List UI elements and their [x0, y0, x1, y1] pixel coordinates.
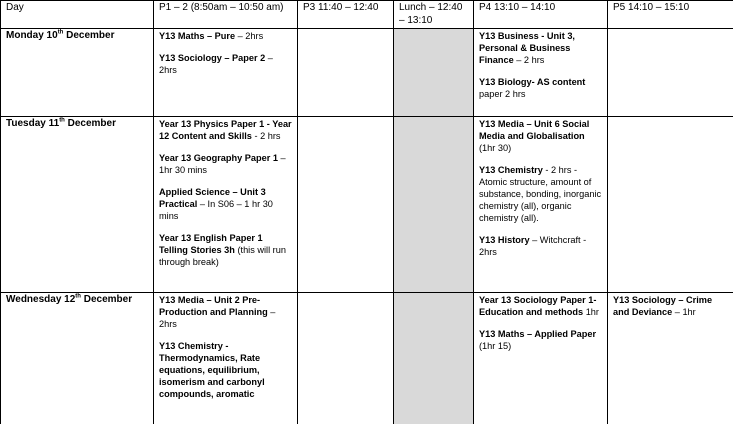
- exam-entry: [479, 30, 603, 66]
- exam-entry: [479, 294, 603, 318]
- p5-cell: [608, 293, 733, 424]
- p3-cell: [298, 117, 394, 293]
- p3-cell: [298, 293, 394, 424]
- exam-title: Year 13 English Paper 1 Telling Stories 3h: [159, 233, 263, 255]
- exam-detail: (1hr 15): [479, 341, 512, 351]
- p4-cell: [474, 29, 608, 117]
- header-p3: P3 11:40 – 12:40: [298, 1, 394, 29]
- day-cell: Tuesday 11th December: [1, 117, 154, 293]
- exam-entry: [159, 294, 293, 330]
- exam-entry: [159, 232, 293, 268]
- exam-entry: [159, 340, 293, 400]
- exam-detail: paper 2 hrs: [479, 89, 526, 99]
- day-cell: Wednesday 12th December: [1, 293, 154, 424]
- exam-entry: [613, 294, 729, 318]
- exam-title: Applied Science – Unit 3 Practical: [159, 187, 266, 209]
- exam-title: Y13 Chemistry - Thermodynamics, Rate equations, equilibrium, isomerism and carbonyl compounds, aromatic: [159, 341, 265, 399]
- exam-detail: - 2 hrs - Atomic structure, amount of substance, bonding, inorganic chemistry (all), organic chemistry (all).: [479, 165, 602, 223]
- exam-entry: [159, 118, 293, 142]
- header-p4: P4 13:10 – 14:10: [474, 1, 608, 29]
- p1-2-cell: [154, 29, 298, 117]
- p3-cell: [298, 29, 394, 117]
- exam-detail: (1hr 30): [479, 143, 512, 153]
- exam-title: Year 13 Physics Paper 1 - Year 12 Content and Skills: [159, 119, 292, 141]
- exam-detail: (this will run through break): [159, 245, 286, 267]
- table-row: [1, 293, 733, 424]
- exam-title: Year 13 Sociology Paper 1- Education and methods: [479, 295, 597, 317]
- day-cell: Monday 10th December: [1, 29, 154, 117]
- p4-cell: [474, 117, 608, 293]
- exam-detail: – 1hr 30 mins: [159, 153, 286, 175]
- header-lunch: Lunch – 12:40 – 13:10: [394, 1, 474, 29]
- header-p5: P5 14:10 – 15:10: [608, 1, 733, 29]
- p5-cell: [608, 29, 733, 117]
- exam-title: Year 13 Geography Paper 1: [159, 153, 278, 163]
- header-row: [1, 1, 733, 29]
- exam-entry: [159, 30, 293, 42]
- exam-title: Y13 History: [479, 235, 530, 245]
- exam-detail: 1hr: [583, 307, 599, 317]
- exam-detail: – In S06 – 1 hr 30 mins: [159, 199, 273, 221]
- exam-entry: [159, 52, 293, 76]
- exam-entry: [159, 186, 293, 222]
- exam-entry: [479, 234, 603, 258]
- exam-detail: – 1hr: [672, 307, 696, 317]
- exam-entry: [479, 164, 603, 224]
- exam-title: Y13 Maths – Pure: [159, 31, 236, 41]
- exam-detail: – 2hrs: [159, 307, 276, 329]
- exam-entry: [479, 328, 603, 352]
- table-row: [1, 29, 733, 117]
- p4-cell: [474, 293, 608, 424]
- exam-detail: – Witchcraft - 2hrs: [479, 235, 587, 257]
- exam-detail: – 2hrs: [235, 31, 264, 41]
- exam-title: Y13 Maths – Applied Paper: [479, 329, 597, 339]
- exam-detail: – 2hrs: [159, 53, 273, 75]
- exam-entry: [479, 118, 603, 154]
- exam-detail: – 2 hrs: [513, 55, 545, 65]
- lunch-cell: [394, 29, 474, 117]
- exam-title: Y13 Biology- AS content: [479, 77, 586, 87]
- exam-title: Y13 Business - Unit 3, Personal & Business Finance: [479, 31, 575, 65]
- p1-2-cell: [154, 293, 298, 424]
- header-p1-2: P1 – 2 (8:50am – 10:50 am): [154, 1, 298, 29]
- exam-detail: - 2 hrs: [251, 131, 281, 141]
- p5-cell: [608, 117, 733, 293]
- lunch-cell: [394, 293, 474, 424]
- exam-entry: [479, 76, 603, 100]
- exam-title: Y13 Sociology – Crime and Deviance: [613, 295, 713, 317]
- header-day: Day: [1, 1, 154, 29]
- exam-title: Y13 Media – Unit 6 Social Media and Globalisation: [479, 119, 590, 141]
- exam-title: Y13 Sociology – Paper 2: [159, 53, 266, 63]
- lunch-cell: [394, 117, 474, 293]
- exam-entry: [159, 152, 293, 176]
- exam-title: Y13 Chemistry: [479, 165, 543, 175]
- exam-title: Y13 Media – Unit 2 Pre-Production and Planning: [159, 295, 268, 317]
- table-row: [1, 117, 733, 293]
- p1-2-cell: [154, 117, 298, 293]
